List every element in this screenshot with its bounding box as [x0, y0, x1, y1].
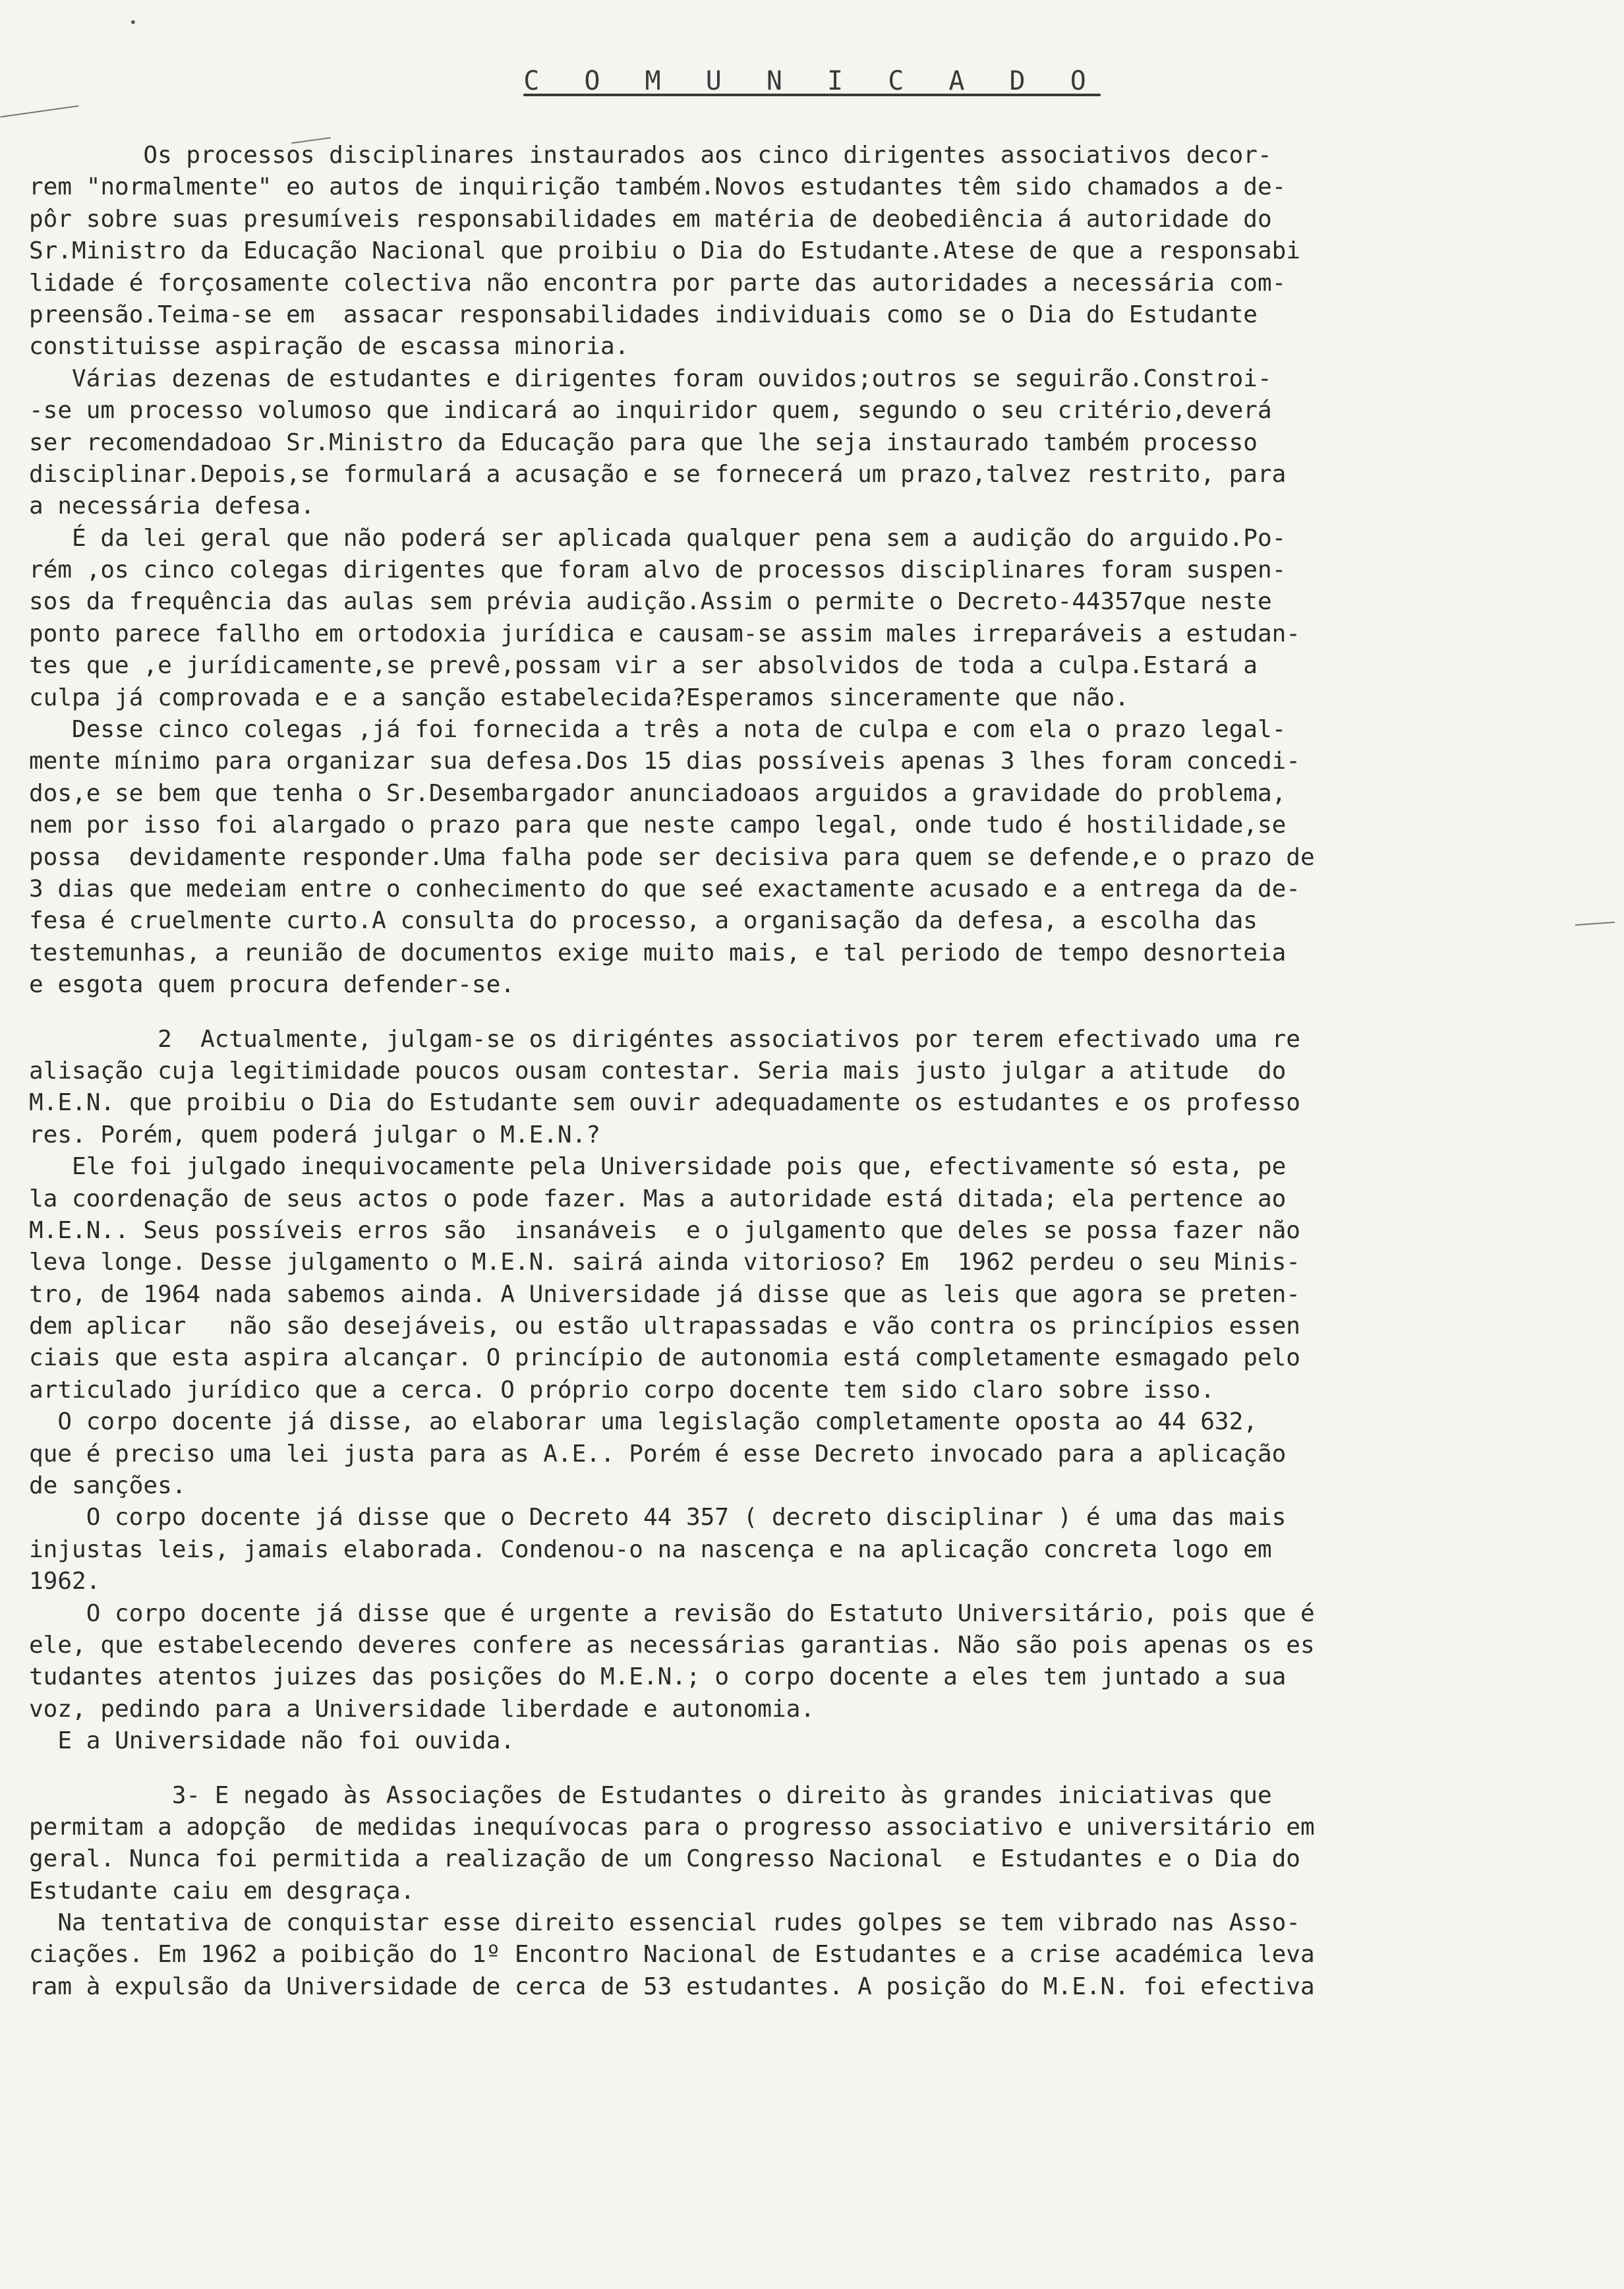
text-line: nem por isso foi alargado o prazo para que neste campo legal, onde tudo é hostilidade,se — [29, 812, 1287, 839]
text-line: O corpo docente já disse que é urgente a revisão do Estatuto Universitário, pois que é — [29, 1599, 1315, 1627]
text-line: la coordenação de seus actos o pode fazer. Mas a autoridade está ditada; ela pertence ao — [29, 1185, 1287, 1212]
text-line: lidade é forçosamente colectiva não encontra por parte das autoridades a necessária com- — [29, 269, 1287, 297]
text-line: e esgota quem procura defender-se. — [29, 971, 515, 999]
text-line: alisação cuja legitimidade poucos ousam contestar. Seria mais justo julgar a atitude do — [29, 1057, 1287, 1085]
text-line: dos,e se bem que tenha o Sr.Desembargador anunciadoaos arguidos a gravidade do problema, — [29, 779, 1287, 807]
text-line: articulado jurídico que a cerca. O próprio corpo docente tem sido claro sobre isso. — [29, 1376, 1215, 1404]
text-line: E a Universidade não foi ouvida. — [29, 1727, 515, 1755]
text-line: possa devidamente responder.Uma falha pode ser decisiva para quem se defende,e o prazo de — [29, 843, 1315, 871]
text-line: mente mínimo para organizar sua defesa.Dos 15 dias possíveis apenas 3 lhes foram concedi- — [29, 748, 1300, 775]
text-line: Estudante caiu em desgraça. — [29, 1877, 415, 1905]
text-line: pôr sobre suas presumíveis responsabilidades em matéria de deobediência á autoridade do — [29, 205, 1272, 233]
text-line: voz, pedindo para a Universidade liberdade e autonomia. — [29, 1695, 815, 1723]
text-line: rem "normalmente" eo autos de inquirição também.Novos estudantes têm sido chamados a de- — [29, 173, 1287, 201]
paragraph — [29, 1758, 1598, 1908]
paragraph — [29, 523, 1598, 714]
text-line: tes que ,e jurídicamente,se prevê,possam vir a ser absolvidos de toda a culpa.Estará a — [29, 652, 1258, 680]
text-line: Sr.Ministro da Educação Nacional que proibiu o Dia do Estudante.Atese de que a responsabi — [29, 237, 1300, 265]
paragraph-gap — [29, 1001, 1598, 1024]
paragraph — [29, 1598, 1598, 1758]
text-line: ciais que esta aspira alcançar. O princípio de autonomia está completamente esmagado pelo — [29, 1344, 1300, 1372]
paragraph-gap — [29, 1758, 1598, 1780]
text-line: ser recomendadoao Sr.Ministro da Educação para que lhe seja instaurado também processo — [29, 429, 1258, 456]
text-line: Os processos disciplinares instaurados aos cinco dirigentes associativos decor- — [29, 142, 1272, 169]
text-line: ciações. Em 1962 a poibição do 1º Encontro Nacional de Estudantes e a crise académica leva — [29, 1941, 1315, 1969]
text-line: permitam a adopção de medidas inequívocas para o progresso associativo e universitário em — [29, 1813, 1315, 1841]
text-line: tudantes atentos juizes das posições do M.E.N.; o corpo docente a eles tem juntado a sua — [29, 1663, 1287, 1691]
paragraph — [29, 1406, 1598, 1502]
text-line: M.E.N.. Seus possíveis erros são insanáveis e o julgamento que deles se possa fazer não — [29, 1216, 1300, 1244]
text-line: constituisse aspiração de escassa minoria. — [29, 333, 629, 361]
paragraph — [29, 1502, 1598, 1597]
text-line: É da lei geral que não poderá ser aplicada qualquer pena sem a audição do arguido.Po- — [29, 524, 1287, 552]
text-line: Na tentativa de conquistar esse direito essencial rudes golpes se tem vibrado nas Asso- — [29, 1909, 1300, 1937]
text-line: res. Porém, quem poderá julgar o M.E.N.? — [29, 1121, 600, 1148]
paragraph — [29, 1001, 1598, 1407]
text-line: sos da frequência das aulas sem prévia audição.Assim o permite o Decreto-44357que neste — [29, 588, 1272, 616]
text-line: Desse cinco colegas ,já foi fornecida a três a nota de culpa e com ela o prazo legal- — [29, 716, 1287, 744]
document-body — [29, 140, 1598, 2003]
text-line: preensão.Teima-se em assacar responsabilidades individuais como se o Dia do Estudante — [29, 301, 1258, 328]
margin-scribble-icon — [0, 105, 78, 118]
paragraph — [29, 140, 1598, 363]
text-line: 3 dias que medeiam entre o conhecimento do que seé exactamente acusado e a entrega da de- — [29, 875, 1300, 903]
text-line: leva longe. Desse julgamento o M.E.N. sairá ainda vitorioso? Em 1962 perdeu o seu Minis- — [29, 1249, 1300, 1276]
paragraph — [29, 1907, 1598, 2003]
text-line: 2 Actualmente, julgam-se os dirigéntes associativos por terem efectivado uma re — [29, 1025, 1300, 1053]
text-line: Várias dezenas de estudantes e dirigentes foram ouvidos;outros se seguirão.Constroi- — [29, 365, 1272, 392]
text-line: disciplinar.Depois,se formulará a acusação e se fornecerá um prazo,talvez restrito, para — [29, 460, 1287, 488]
text-line: O corpo docente já disse, ao elaborar uma legislação completamente oposta ao 44 632, — [29, 1408, 1258, 1436]
text-line: injustas leis, jamais elaborada. Condenou-o na nascença e na aplicação concreta logo em — [29, 1535, 1272, 1563]
paragraph — [29, 714, 1598, 1001]
text-line: geral. Nunca foi permitida a realização de um Congresso Nacional e Estudantes e o Dia do — [29, 1845, 1300, 1873]
text-line: ram à expulsão da Universidade de cerca de 53 estudantes. A posição do M.E.N. foi efectiva — [29, 1973, 1315, 2000]
text-line: 1962. — [29, 1568, 101, 1595]
text-line: -se um processo volumoso que indicará ao inquiridor quem, segundo o seu critério,deverá — [29, 397, 1272, 425]
text-line: rém ,os cinco colegas dirigentes que foram alvo de processos disciplinares foram suspen- — [29, 556, 1287, 584]
text-line: fesa é cruelmente curto.A consulta do processo, a organisação da defesa, a escolha das — [29, 907, 1258, 935]
paragraph — [29, 363, 1598, 523]
text-line: a necessária defesa. — [29, 492, 315, 520]
text-line: O corpo docente já disse que o Decreto 44 357 ( decreto disciplinar ) é uma das mais — [29, 1504, 1287, 1531]
ink-mark-icon: • — [129, 15, 137, 30]
text-line: 3- E negado às Associações de Estudantes o direito às grandes iniciativas que — [29, 1781, 1272, 1809]
text-line: ponto parece fallho em ortodoxia jurídica e causam-se assim males irreparáveis a estudan- — [29, 620, 1300, 647]
text-line: ele, que estabelecendo deveres confere as necessárias garantias. Não são pois apenas os es — [29, 1631, 1315, 1659]
text-line: Ele foi julgado inequivocamente pela Universidade pois que, efectivamente só esta, pe — [29, 1153, 1287, 1181]
document-title: C O M U N I C A D O — [523, 66, 1101, 96]
text-line: que é preciso uma lei justa para as A.E.. Porém é esse Decreto invocado para a aplicação — [29, 1440, 1287, 1468]
text-line: culpa já comprovada e e a sanção estabelecida?Esperamos sinceramente que não. — [29, 684, 1129, 711]
text-line: dem aplicar não são desejáveis, ou estão ultrapassadas e vão contra os princípios essen — [29, 1313, 1300, 1340]
text-line: M.E.N. que proibiu o Dia do Estudante sem ouvir adequadamente os estudantes e os professo — [29, 1089, 1300, 1117]
text-line: testemunhas, a reunião de documentos exige muito mais, e tal periodo de tempo desnorteia — [29, 939, 1287, 966]
text-line: de sanções. — [29, 1472, 187, 1500]
text-line: tro, de 1964 nada sabemos ainda. A Universidade já disse que as leis que agora se preten- — [29, 1280, 1300, 1308]
